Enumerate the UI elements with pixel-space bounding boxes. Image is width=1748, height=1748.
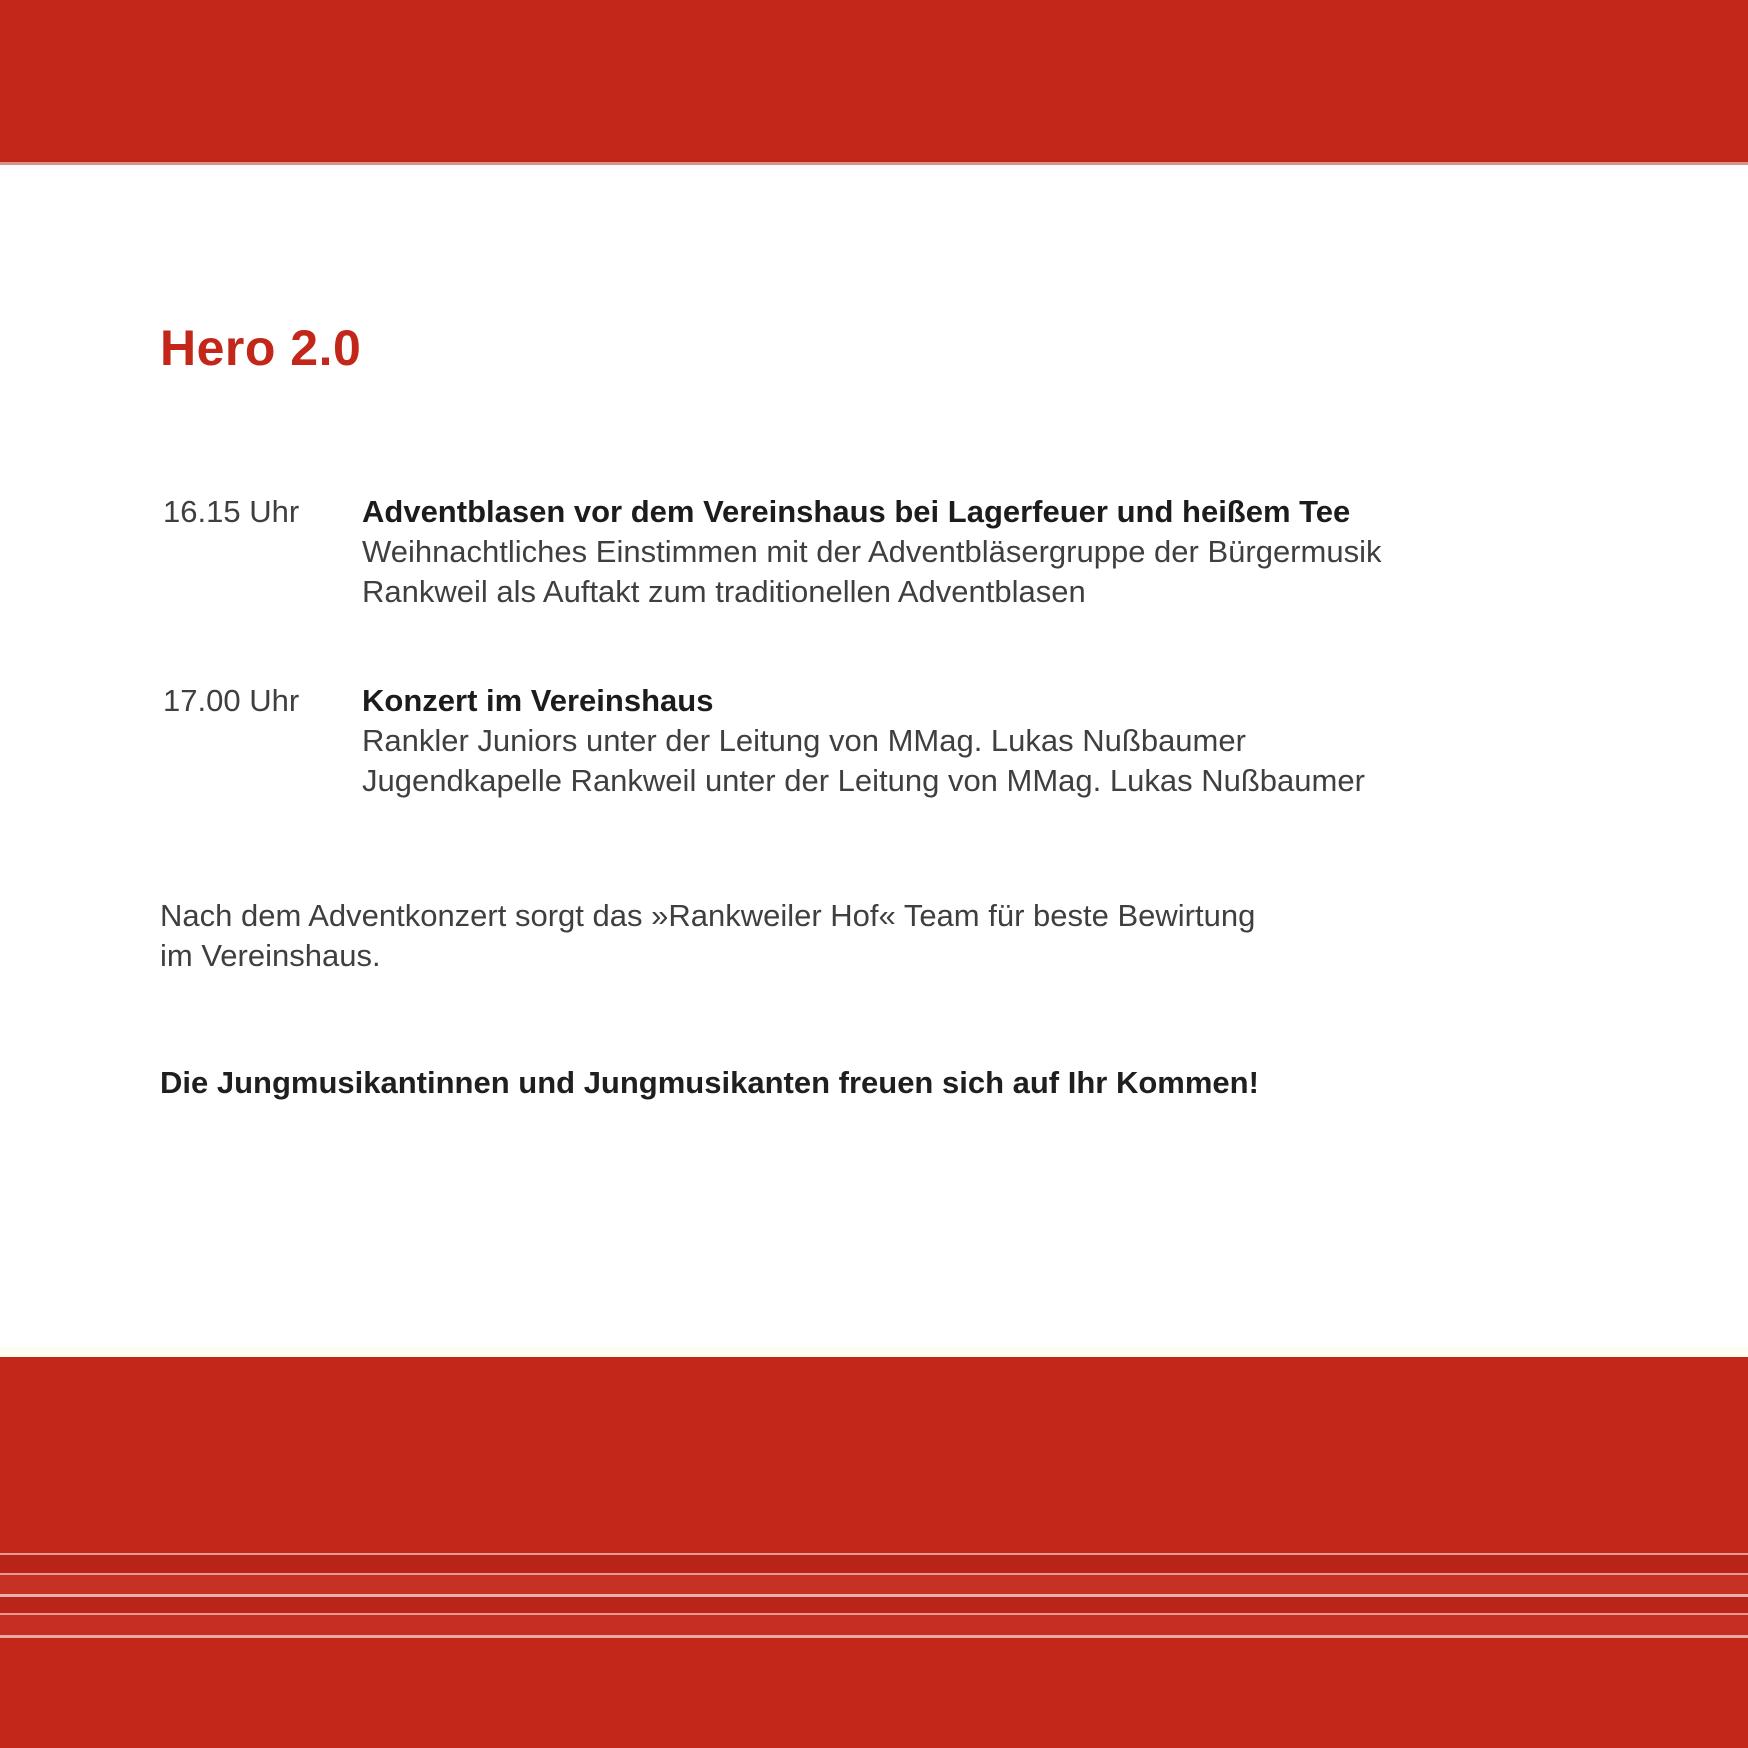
- event-description-line: Jugendkapelle Rankweil unter der Leitung von MMag. Lukas Nußbaumer: [362, 763, 1365, 798]
- top-red-band: [0, 0, 1748, 165]
- stripe-line: [0, 1553, 1748, 1555]
- note-line: im Vereinshaus.: [160, 938, 381, 973]
- stripe-line: [0, 1635, 1748, 1638]
- event-description-line: Rankweil als Auftakt zum traditionellen Adventblasen: [362, 574, 1086, 609]
- page-title: Hero 2.0: [160, 320, 362, 376]
- note-line: Nach dem Adventkonzert sorgt das »Rankweiler Hof« Team für beste Bewirtung: [160, 898, 1256, 933]
- stripe-shade: [0, 1596, 1748, 1613]
- event-details: [362, 681, 1365, 801]
- event-heading: Konzert im Vereinshaus: [362, 683, 714, 718]
- event-heading: Adventblasen vor dem Vereinshaus bei Lagerfeuer und heißem Tee: [362, 494, 1351, 529]
- closing-invitation: Die Jungmusikantinnen und Jungmusikanten freuen sich auf Ihr Kommen!: [160, 1065, 1259, 1100]
- event-description-line: Weihnachtliches Einstimmen mit der Adventbläsergruppe der Bürgermusik: [362, 534, 1382, 569]
- schedule-row-1615: [163, 492, 1381, 612]
- schedule-row-1700: [163, 681, 1365, 801]
- event-description-line: Rankler Juniors unter der Leitung von MMag. Lukas Nußbaumer: [362, 723, 1246, 758]
- stripe-line: [0, 1613, 1748, 1615]
- stripe-shade: [0, 1555, 1748, 1573]
- cream-divider-strip: [0, 1347, 1748, 1357]
- stripe-line: [0, 1594, 1748, 1597]
- stripe-line: [0, 1573, 1748, 1575]
- bottom-red-band: [0, 1357, 1748, 1748]
- hospitality-note: [160, 896, 1255, 976]
- stripe-shade: [0, 1575, 1748, 1594]
- event-time: 16.15 Uhr: [163, 494, 300, 529]
- event-details: [362, 492, 1381, 612]
- event-time: 17.00 Uhr: [163, 683, 300, 718]
- stripe-shade: [0, 1615, 1748, 1635]
